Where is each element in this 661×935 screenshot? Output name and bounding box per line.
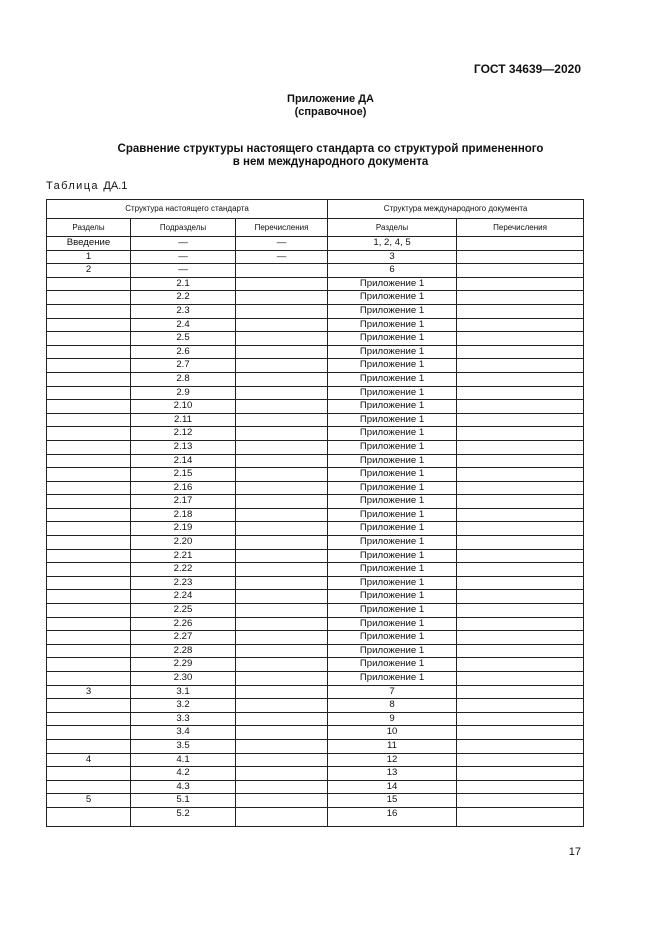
cell-intl-section: Приложение 1 — [328, 549, 457, 563]
cell-subsection: 2.13 — [131, 440, 236, 454]
table-row — [47, 590, 584, 604]
cell-intl-section: 8 — [328, 699, 457, 713]
cell-section — [47, 345, 131, 359]
cell-intl-section: Приложение 1 — [328, 508, 457, 522]
cell-intl-section: Приложение 1 — [328, 672, 457, 686]
cell-enumeration — [236, 576, 328, 590]
cell-intl-section: Приложение 1 — [328, 440, 457, 454]
cell-subsection: 2.10 — [131, 400, 236, 414]
table-row — [47, 780, 584, 794]
cell-intl-section: Приложение 1 — [328, 481, 457, 495]
cell-intl-section: Приложение 1 — [328, 304, 457, 318]
cell-intl-enumeration — [457, 712, 584, 726]
table-row — [47, 345, 584, 359]
cell-subsection: 2.18 — [131, 508, 236, 522]
cell-subsection: 2.3 — [131, 304, 236, 318]
cell-section — [47, 780, 131, 794]
column-header-row — [47, 219, 584, 237]
cell-enumeration — [236, 332, 328, 346]
table-row — [47, 576, 584, 590]
cell-section — [47, 658, 131, 672]
cell-intl-enumeration — [457, 753, 584, 767]
cell-section — [47, 563, 131, 577]
cell-section: Введение — [47, 237, 131, 251]
cell-intl-enumeration — [457, 563, 584, 577]
cell-subsection: 2.15 — [131, 468, 236, 482]
cell-enumeration — [236, 291, 328, 305]
cell-section — [47, 644, 131, 658]
cell-enumeration — [236, 277, 328, 291]
cell-subsection: 2.5 — [131, 332, 236, 346]
table-row — [47, 726, 584, 740]
table-row — [47, 264, 584, 278]
heading-line-2: в нем международного документа — [232, 156, 429, 168]
table-row — [47, 400, 584, 414]
cell-section — [47, 372, 131, 386]
page-number: 17 — [568, 846, 581, 858]
cell-enumeration — [236, 767, 328, 781]
table-row — [47, 604, 584, 618]
cell-enumeration — [236, 726, 328, 740]
cell-enumeration — [236, 508, 328, 522]
cell-intl-enumeration — [457, 413, 584, 427]
cell-intl-section: 7 — [328, 685, 457, 699]
cell-enumeration — [236, 400, 328, 414]
cell-intl-enumeration — [457, 658, 584, 672]
table-row — [47, 672, 584, 686]
cell-subsection: 2.2 — [131, 291, 236, 305]
cell-subsection: 3.2 — [131, 699, 236, 713]
table-row — [47, 739, 584, 753]
table-row — [47, 563, 584, 577]
cell-intl-enumeration — [457, 481, 584, 495]
cell-enumeration — [236, 304, 328, 318]
table-row — [47, 440, 584, 454]
cell-enumeration: — — [236, 237, 328, 251]
cell-intl-enumeration — [457, 685, 584, 699]
column-header: Перечисления — [457, 219, 584, 237]
cell-intl-section: Приложение 1 — [328, 563, 457, 577]
cell-section: 5 — [47, 794, 131, 808]
cell-intl-enumeration — [457, 277, 584, 291]
cell-section — [47, 332, 131, 346]
table-row — [47, 508, 584, 522]
cell-section — [47, 576, 131, 590]
cell-subsection: — — [131, 250, 236, 264]
table-row — [47, 359, 584, 373]
cell-intl-enumeration — [457, 739, 584, 753]
cell-intl-enumeration — [457, 359, 584, 373]
cell-subsection: 2.24 — [131, 590, 236, 604]
cell-section — [47, 726, 131, 740]
cell-intl-section: Приложение 1 — [328, 631, 457, 645]
cell-intl-section: Приложение 1 — [328, 576, 457, 590]
cell-enumeration — [236, 672, 328, 686]
table-label-number: ДА.1 — [103, 180, 128, 192]
cell-enumeration — [236, 413, 328, 427]
cell-section — [47, 767, 131, 781]
cell-subsection: 2.11 — [131, 413, 236, 427]
table-row — [47, 481, 584, 495]
comparison-table — [46, 199, 584, 827]
cell-intl-section: 13 — [328, 767, 457, 781]
cell-intl-enumeration — [457, 345, 584, 359]
cell-intl-section: Приложение 1 — [328, 400, 457, 414]
cell-subsection: 2.27 — [131, 631, 236, 645]
cell-subsection: 2.6 — [131, 345, 236, 359]
cell-section — [47, 495, 131, 509]
cell-intl-enumeration — [457, 508, 584, 522]
cell-enumeration — [236, 563, 328, 577]
cell-intl-section: 1, 2, 4, 5 — [328, 237, 457, 251]
cell-subsection: 3.1 — [131, 685, 236, 699]
cell-subsection: 5.1 — [131, 794, 236, 808]
cell-enumeration — [236, 345, 328, 359]
cell-enumeration — [236, 481, 328, 495]
cell-intl-enumeration — [457, 767, 584, 781]
cell-intl-section: Приложение 1 — [328, 522, 457, 536]
cell-intl-section: Приложение 1 — [328, 536, 457, 550]
cell-enumeration — [236, 658, 328, 672]
cell-intl-section: 14 — [328, 780, 457, 794]
cell-intl-enumeration — [457, 237, 584, 251]
cell-intl-enumeration — [457, 400, 584, 414]
cell-subsection: 2.17 — [131, 495, 236, 509]
cell-section: 4 — [47, 753, 131, 767]
cell-enumeration — [236, 794, 328, 808]
table-row — [47, 277, 584, 291]
annex-title: Приложение ДА — [287, 93, 374, 105]
cell-intl-enumeration — [457, 332, 584, 346]
cell-enumeration — [236, 536, 328, 550]
cell-subsection: 2.22 — [131, 563, 236, 577]
table-row — [47, 807, 584, 826]
cell-section — [47, 291, 131, 305]
cell-section — [47, 739, 131, 753]
cell-intl-section: Приложение 1 — [328, 345, 457, 359]
cell-intl-enumeration — [457, 699, 584, 713]
cell-section — [47, 604, 131, 618]
table-row — [47, 318, 584, 332]
cell-intl-section: Приложение 1 — [328, 332, 457, 346]
table-row — [47, 536, 584, 550]
cell-section — [47, 549, 131, 563]
cell-intl-section: 11 — [328, 739, 457, 753]
cell-enumeration — [236, 604, 328, 618]
page-heading — [0, 143, 661, 169]
cell-enumeration — [236, 590, 328, 604]
table-label-word: Таблица — [46, 180, 99, 192]
cell-intl-section: 9 — [328, 712, 457, 726]
cell-intl-section: Приложение 1 — [328, 468, 457, 482]
cell-intl-enumeration — [457, 794, 584, 808]
cell-enumeration — [236, 372, 328, 386]
cell-section — [47, 712, 131, 726]
cell-section: 1 — [47, 250, 131, 264]
column-header: Разделы — [328, 219, 457, 237]
cell-intl-section: Приложение 1 — [328, 291, 457, 305]
cell-enumeration — [236, 631, 328, 645]
cell-intl-section: Приложение 1 — [328, 427, 457, 441]
cell-section — [47, 454, 131, 468]
table-row — [47, 237, 584, 251]
cell-subsection: 2.9 — [131, 386, 236, 400]
cell-subsection: 2.8 — [131, 372, 236, 386]
cell-section — [47, 699, 131, 713]
cell-subsection: 2.25 — [131, 604, 236, 618]
cell-intl-enumeration — [457, 291, 584, 305]
cell-enumeration: — — [236, 250, 328, 264]
cell-intl-section: Приложение 1 — [328, 386, 457, 400]
table-row — [47, 304, 584, 318]
table-row — [47, 454, 584, 468]
cell-section: 3 — [47, 685, 131, 699]
cell-section — [47, 427, 131, 441]
cell-section — [47, 807, 131, 826]
cell-intl-enumeration — [457, 536, 584, 550]
table-row — [47, 386, 584, 400]
heading-line-1: Сравнение структуры настоящего стандарта со структурой примененного — [117, 143, 544, 155]
cell-section — [47, 590, 131, 604]
cell-section — [47, 631, 131, 645]
cell-section — [47, 522, 131, 536]
cell-intl-enumeration — [457, 495, 584, 509]
cell-enumeration — [236, 522, 328, 536]
table-row — [47, 549, 584, 563]
cell-intl-enumeration — [457, 264, 584, 278]
column-header: Подразделы — [131, 219, 236, 237]
cell-section — [47, 672, 131, 686]
cell-section — [47, 318, 131, 332]
cell-intl-enumeration — [457, 454, 584, 468]
cell-enumeration — [236, 359, 328, 373]
cell-enumeration — [236, 753, 328, 767]
cell-section — [47, 536, 131, 550]
cell-intl-section: Приложение 1 — [328, 604, 457, 618]
cell-enumeration — [236, 780, 328, 794]
table-row — [47, 250, 584, 264]
cell-subsection: 2.4 — [131, 318, 236, 332]
cell-section — [47, 359, 131, 373]
column-header: Разделы — [47, 219, 131, 237]
table-row — [47, 767, 584, 781]
cell-subsection: — — [131, 237, 236, 251]
table-row — [47, 427, 584, 441]
cell-section — [47, 468, 131, 482]
cell-intl-section: Приложение 1 — [328, 495, 457, 509]
cell-subsection: 3.3 — [131, 712, 236, 726]
cell-enumeration — [236, 427, 328, 441]
cell-section: 2 — [47, 264, 131, 278]
cell-intl-section: 15 — [328, 794, 457, 808]
group-header-international: Структура международного документа — [328, 200, 584, 219]
cell-intl-enumeration — [457, 250, 584, 264]
cell-enumeration — [236, 386, 328, 400]
cell-subsection: 3.5 — [131, 739, 236, 753]
cell-intl-enumeration — [457, 522, 584, 536]
cell-intl-section: Приложение 1 — [328, 318, 457, 332]
cell-subsection: 2.28 — [131, 644, 236, 658]
annex-subtitle: (справочное) — [294, 106, 367, 118]
table-row — [47, 413, 584, 427]
cell-subsection: 2.19 — [131, 522, 236, 536]
table-row — [47, 699, 584, 713]
cell-intl-enumeration — [457, 807, 584, 826]
cell-intl-section: Приложение 1 — [328, 617, 457, 631]
table-label — [46, 180, 127, 192]
cell-intl-enumeration — [457, 318, 584, 332]
cell-enumeration — [236, 318, 328, 332]
cell-intl-enumeration — [457, 386, 584, 400]
table-row — [47, 617, 584, 631]
table-row — [47, 468, 584, 482]
table-row — [47, 332, 584, 346]
table-row — [47, 372, 584, 386]
cell-enumeration — [236, 699, 328, 713]
table-row — [47, 658, 584, 672]
table-row — [47, 685, 584, 699]
table-row — [47, 631, 584, 645]
cell-intl-section: Приложение 1 — [328, 277, 457, 291]
cell-enumeration — [236, 807, 328, 826]
cell-intl-enumeration — [457, 427, 584, 441]
cell-intl-section: Приложение 1 — [328, 372, 457, 386]
cell-subsection: 2.26 — [131, 617, 236, 631]
cell-intl-section: 16 — [328, 807, 457, 826]
cell-section — [47, 440, 131, 454]
cell-subsection: 2.12 — [131, 427, 236, 441]
cell-intl-enumeration — [457, 372, 584, 386]
cell-subsection: 5.2 — [131, 807, 236, 826]
cell-intl-enumeration — [457, 617, 584, 631]
cell-intl-enumeration — [457, 590, 584, 604]
document-code: ГОСТ 34639—2020 — [473, 62, 581, 76]
table-row — [47, 522, 584, 536]
cell-subsection: 2.29 — [131, 658, 236, 672]
cell-subsection: 2.16 — [131, 481, 236, 495]
table-row — [47, 753, 584, 767]
cell-subsection: 2.14 — [131, 454, 236, 468]
cell-intl-section: Приложение 1 — [328, 590, 457, 604]
cell-intl-enumeration — [457, 672, 584, 686]
cell-intl-section: Приложение 1 — [328, 454, 457, 468]
cell-intl-enumeration — [457, 780, 584, 794]
table-row — [47, 644, 584, 658]
cell-section — [47, 386, 131, 400]
cell-subsection: — — [131, 264, 236, 278]
column-header: Перечисления — [236, 219, 328, 237]
cell-section — [47, 481, 131, 495]
cell-section — [47, 413, 131, 427]
cell-subsection: 4.2 — [131, 767, 236, 781]
cell-intl-enumeration — [457, 644, 584, 658]
cell-enumeration — [236, 712, 328, 726]
cell-intl-section: 12 — [328, 753, 457, 767]
cell-intl-section: Приложение 1 — [328, 644, 457, 658]
cell-intl-section: 10 — [328, 726, 457, 740]
group-header-standard: Структура настоящего стандарта — [47, 200, 328, 219]
table-row — [47, 495, 584, 509]
cell-intl-enumeration — [457, 576, 584, 590]
table-row — [47, 794, 584, 808]
cell-intl-section: Приложение 1 — [328, 658, 457, 672]
cell-enumeration — [236, 440, 328, 454]
cell-intl-enumeration — [457, 304, 584, 318]
cell-section — [47, 304, 131, 318]
table-row — [47, 291, 584, 305]
cell-enumeration — [236, 617, 328, 631]
cell-enumeration — [236, 644, 328, 658]
table-row — [47, 712, 584, 726]
cell-subsection: 2.7 — [131, 359, 236, 373]
cell-intl-enumeration — [457, 604, 584, 618]
cell-subsection: 2.1 — [131, 277, 236, 291]
cell-intl-section: 3 — [328, 250, 457, 264]
cell-intl-enumeration — [457, 549, 584, 563]
cell-intl-enumeration — [457, 726, 584, 740]
cell-enumeration — [236, 495, 328, 509]
cell-enumeration — [236, 685, 328, 699]
cell-subsection: 2.21 — [131, 549, 236, 563]
cell-section — [47, 617, 131, 631]
cell-intl-enumeration — [457, 440, 584, 454]
cell-subsection: 2.30 — [131, 672, 236, 686]
table-body — [47, 200, 584, 827]
cell-enumeration — [236, 549, 328, 563]
cell-enumeration — [236, 264, 328, 278]
cell-intl-section: Приложение 1 — [328, 413, 457, 427]
cell-intl-section: Приложение 1 — [328, 359, 457, 373]
cell-enumeration — [236, 468, 328, 482]
cell-subsection: 3.4 — [131, 726, 236, 740]
cell-enumeration — [236, 739, 328, 753]
cell-subsection: 4.3 — [131, 780, 236, 794]
cell-enumeration — [236, 454, 328, 468]
cell-section — [47, 277, 131, 291]
group-header-row — [47, 200, 584, 219]
cell-section — [47, 400, 131, 414]
cell-subsection: 2.23 — [131, 576, 236, 590]
cell-section — [47, 508, 131, 522]
cell-intl-section: 6 — [328, 264, 457, 278]
cell-intl-enumeration — [457, 468, 584, 482]
cell-subsection: 4.1 — [131, 753, 236, 767]
cell-intl-enumeration — [457, 631, 584, 645]
cell-subsection: 2.20 — [131, 536, 236, 550]
